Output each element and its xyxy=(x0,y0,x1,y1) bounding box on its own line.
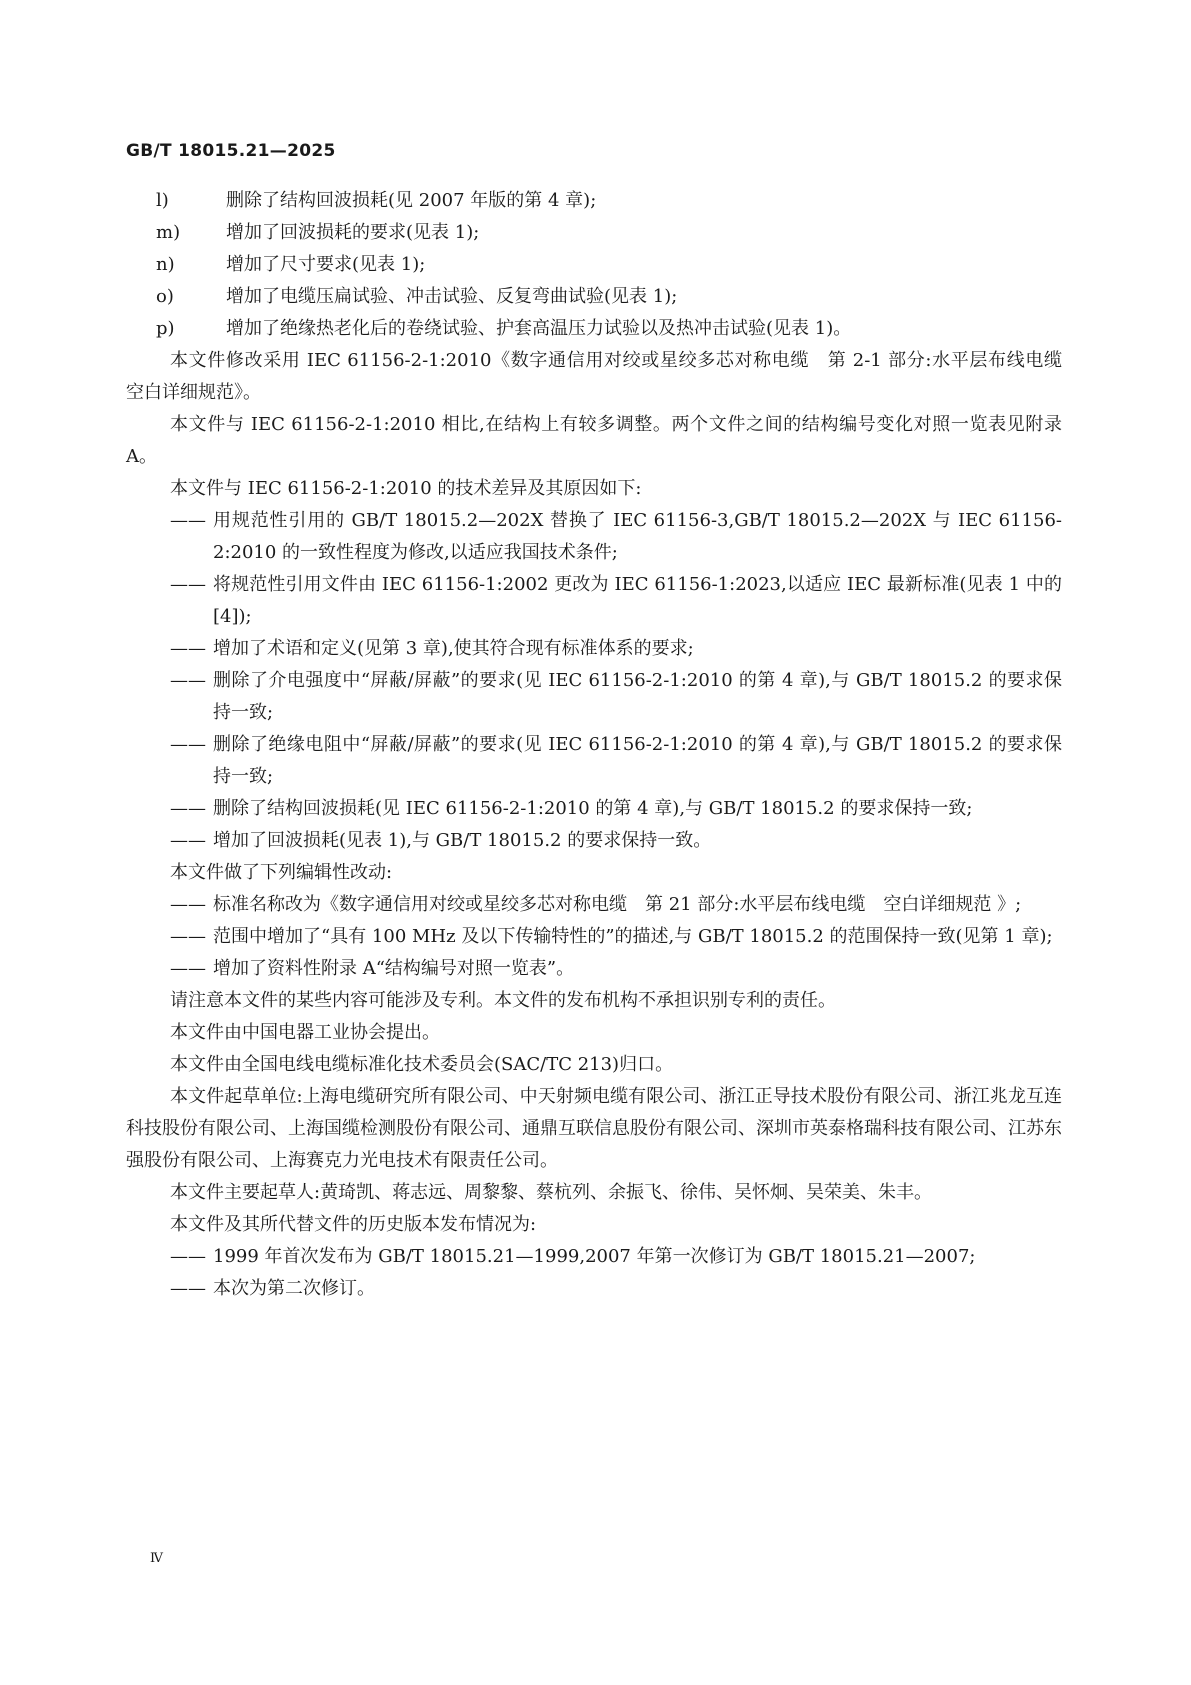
tech-diff-item xyxy=(126,665,1062,729)
editorial-text: 标准名称改为《数字通信用对绞或星绞多芯对称电缆 第 21 部分:水平层布线电缆 空白详细规范 》; xyxy=(213,894,1022,915)
foreword-content xyxy=(126,185,1080,1305)
drafters: 本文件主要起草人:黄琦凯、蒋志远、周黎黎、蔡杭列、余振飞、徐伟、吴怀炯、吴荣美、朱丰。 xyxy=(170,1182,933,1203)
history-intro: 本文件及其所代替文件的历史版本发布情况为: xyxy=(170,1214,537,1235)
patent-notice: 请注意本文件的某些内容可能涉及专利。本文件的发布机构不承担识别专利的责任。 xyxy=(170,990,836,1011)
list-text: 增加了尺寸要求(见表 1); xyxy=(226,254,426,275)
tech-diff-item xyxy=(126,793,1062,825)
list-marker: l) xyxy=(156,190,169,211)
list-text: 删除了结构回波损耗(见 2007 年版的第 4 章); xyxy=(226,190,597,211)
dash-marker: —— xyxy=(170,1278,206,1299)
history-item xyxy=(126,1273,1062,1305)
history-text: 1999 年首次发布为 GB/T 18015.21—1999,2007 年第一次修订为 GB/T 18015.21—2007; xyxy=(213,1246,976,1267)
dash-marker: —— xyxy=(170,734,206,755)
dash-marker: —— xyxy=(170,926,206,947)
list-item xyxy=(126,313,1062,345)
dash-marker: —— xyxy=(170,958,206,979)
tech-diff-intro: 本文件与 IEC 61156-2-1:2010 的技术差异及其原因如下: xyxy=(170,478,642,499)
list-item xyxy=(126,249,1062,281)
history-text: 本次为第二次修订。 xyxy=(213,1278,375,1299)
editorial-text: 范围中增加了“具有 100 MHz 及以下传输特性的”的描述,与 GB/T 18015.2 的范围保持一致(见第 1 章); xyxy=(213,926,1053,947)
tech-diff-item xyxy=(126,825,1062,857)
editorial-text: 增加了资料性附录 A“结构编号对照一览表”。 xyxy=(213,958,575,979)
tech-diff-text: 增加了术语和定义(见第 3 章),使其符合现有标准体系的要求; xyxy=(213,638,694,659)
tech-diff-item xyxy=(126,633,1062,665)
tech-diff-item xyxy=(126,729,1062,793)
dash-marker: —— xyxy=(170,830,206,851)
tech-diff-text: 删除了绝缘电阻中“屏蔽/屏蔽”的要求(见 IEC 61156-2-1:2010 的第 4 章),与 GB/T 18015.2 的要求保持一致; xyxy=(213,734,1062,787)
tech-diff-text: 将规范性引用文件由 IEC 61156-1:2002 更改为 IEC 61156-1:2023,以适应 IEC 最新标准(见表 1 中的[4]); xyxy=(213,574,1062,627)
list-marker: m) xyxy=(156,222,181,243)
editorial-item xyxy=(126,921,1062,953)
list-marker: p) xyxy=(156,318,175,339)
drafting-units: 本文件起草单位:上海电缆研究所有限公司、中天射频电缆有限公司、浙江正导技术股份有限公司、浙江兆龙互连科技股份有限公司、上海国缆检测股份有限公司、通鼎互联信息股份有限公司、深圳市英泰格瑞科技有限公司、江苏东强股份有限公司、上海赛克力光电技术有限责任公司。 xyxy=(126,1086,1062,1171)
proposed-by: 本文件由中国电器工业协会提出。 xyxy=(170,1022,440,1043)
editorial-intro: 本文件做了下列编辑性改动: xyxy=(170,862,393,883)
dash-marker: —— xyxy=(170,670,206,691)
tech-diff-text: 增加了回波损耗(见表 1),与 GB/T 18015.2 的要求保持一致。 xyxy=(213,830,712,851)
tech-diff-text: 删除了介电强度中“屏蔽/屏蔽”的要求(见 IEC 61156-2-1:2010 的第 4 章),与 GB/T 18015.2 的要求保持一致; xyxy=(213,670,1062,723)
history-item xyxy=(126,1241,1062,1273)
dash-marker: —— xyxy=(170,894,206,915)
editorial-item xyxy=(126,953,1062,985)
page-number: Ⅳ xyxy=(150,1551,163,1566)
list-text: 增加了回波损耗的要求(见表 1); xyxy=(226,222,480,243)
list-marker: o) xyxy=(156,286,174,307)
dash-marker: —— xyxy=(170,1246,206,1267)
tech-diff-item xyxy=(126,569,1062,633)
list-item xyxy=(126,185,1062,217)
dash-marker: —— xyxy=(170,574,206,595)
list-item xyxy=(126,217,1062,249)
tech-diff-item xyxy=(126,505,1062,569)
document-code: GB/T 18015.21—2025 xyxy=(126,141,336,161)
dash-marker: —— xyxy=(170,510,206,531)
tech-diff-text: 删除了结构回波损耗(见 IEC 61156-2-1:2010 的第 4 章),与 GB/T 18015.2 的要求保持一致; xyxy=(213,798,973,819)
centralized-by: 本文件由全国电线电缆标准化技术委员会(SAC/TC 213)归口。 xyxy=(170,1054,674,1075)
list-text: 增加了电缆压扁试验、冲击试验、反复弯曲试验(见表 1); xyxy=(226,286,678,307)
tech-diff-text: 用规范性引用的 GB/T 18015.2—202X 替换了 IEC 61156-3,GB/T 18015.2—202X 与 IEC 61156-2:2010 的一致性程度为修改,以适应我国技术条件; xyxy=(213,510,1062,563)
editorial-item xyxy=(126,889,1062,921)
structure-paragraph: 本文件与 IEC 61156-2-1:2010 相比,在结构上有较多调整。两个文件之间的结构编号变化对照一览表见附录 A。 xyxy=(126,414,1062,467)
adoption-paragraph: 本文件修改采用 IEC 61156-2-1:2010《数字通信用对绞或星绞多芯对称电缆 第 2-1 部分:水平层布线电缆 空白详细规范》。 xyxy=(126,350,1080,403)
list-marker: n) xyxy=(156,254,175,275)
list-text: 增加了绝缘热老化后的卷绕试验、护套高温压力试验以及热冲击试验(见表 1)。 xyxy=(226,318,852,339)
dash-marker: —— xyxy=(170,798,206,819)
dash-marker: —— xyxy=(170,638,206,659)
list-item xyxy=(126,281,1062,313)
